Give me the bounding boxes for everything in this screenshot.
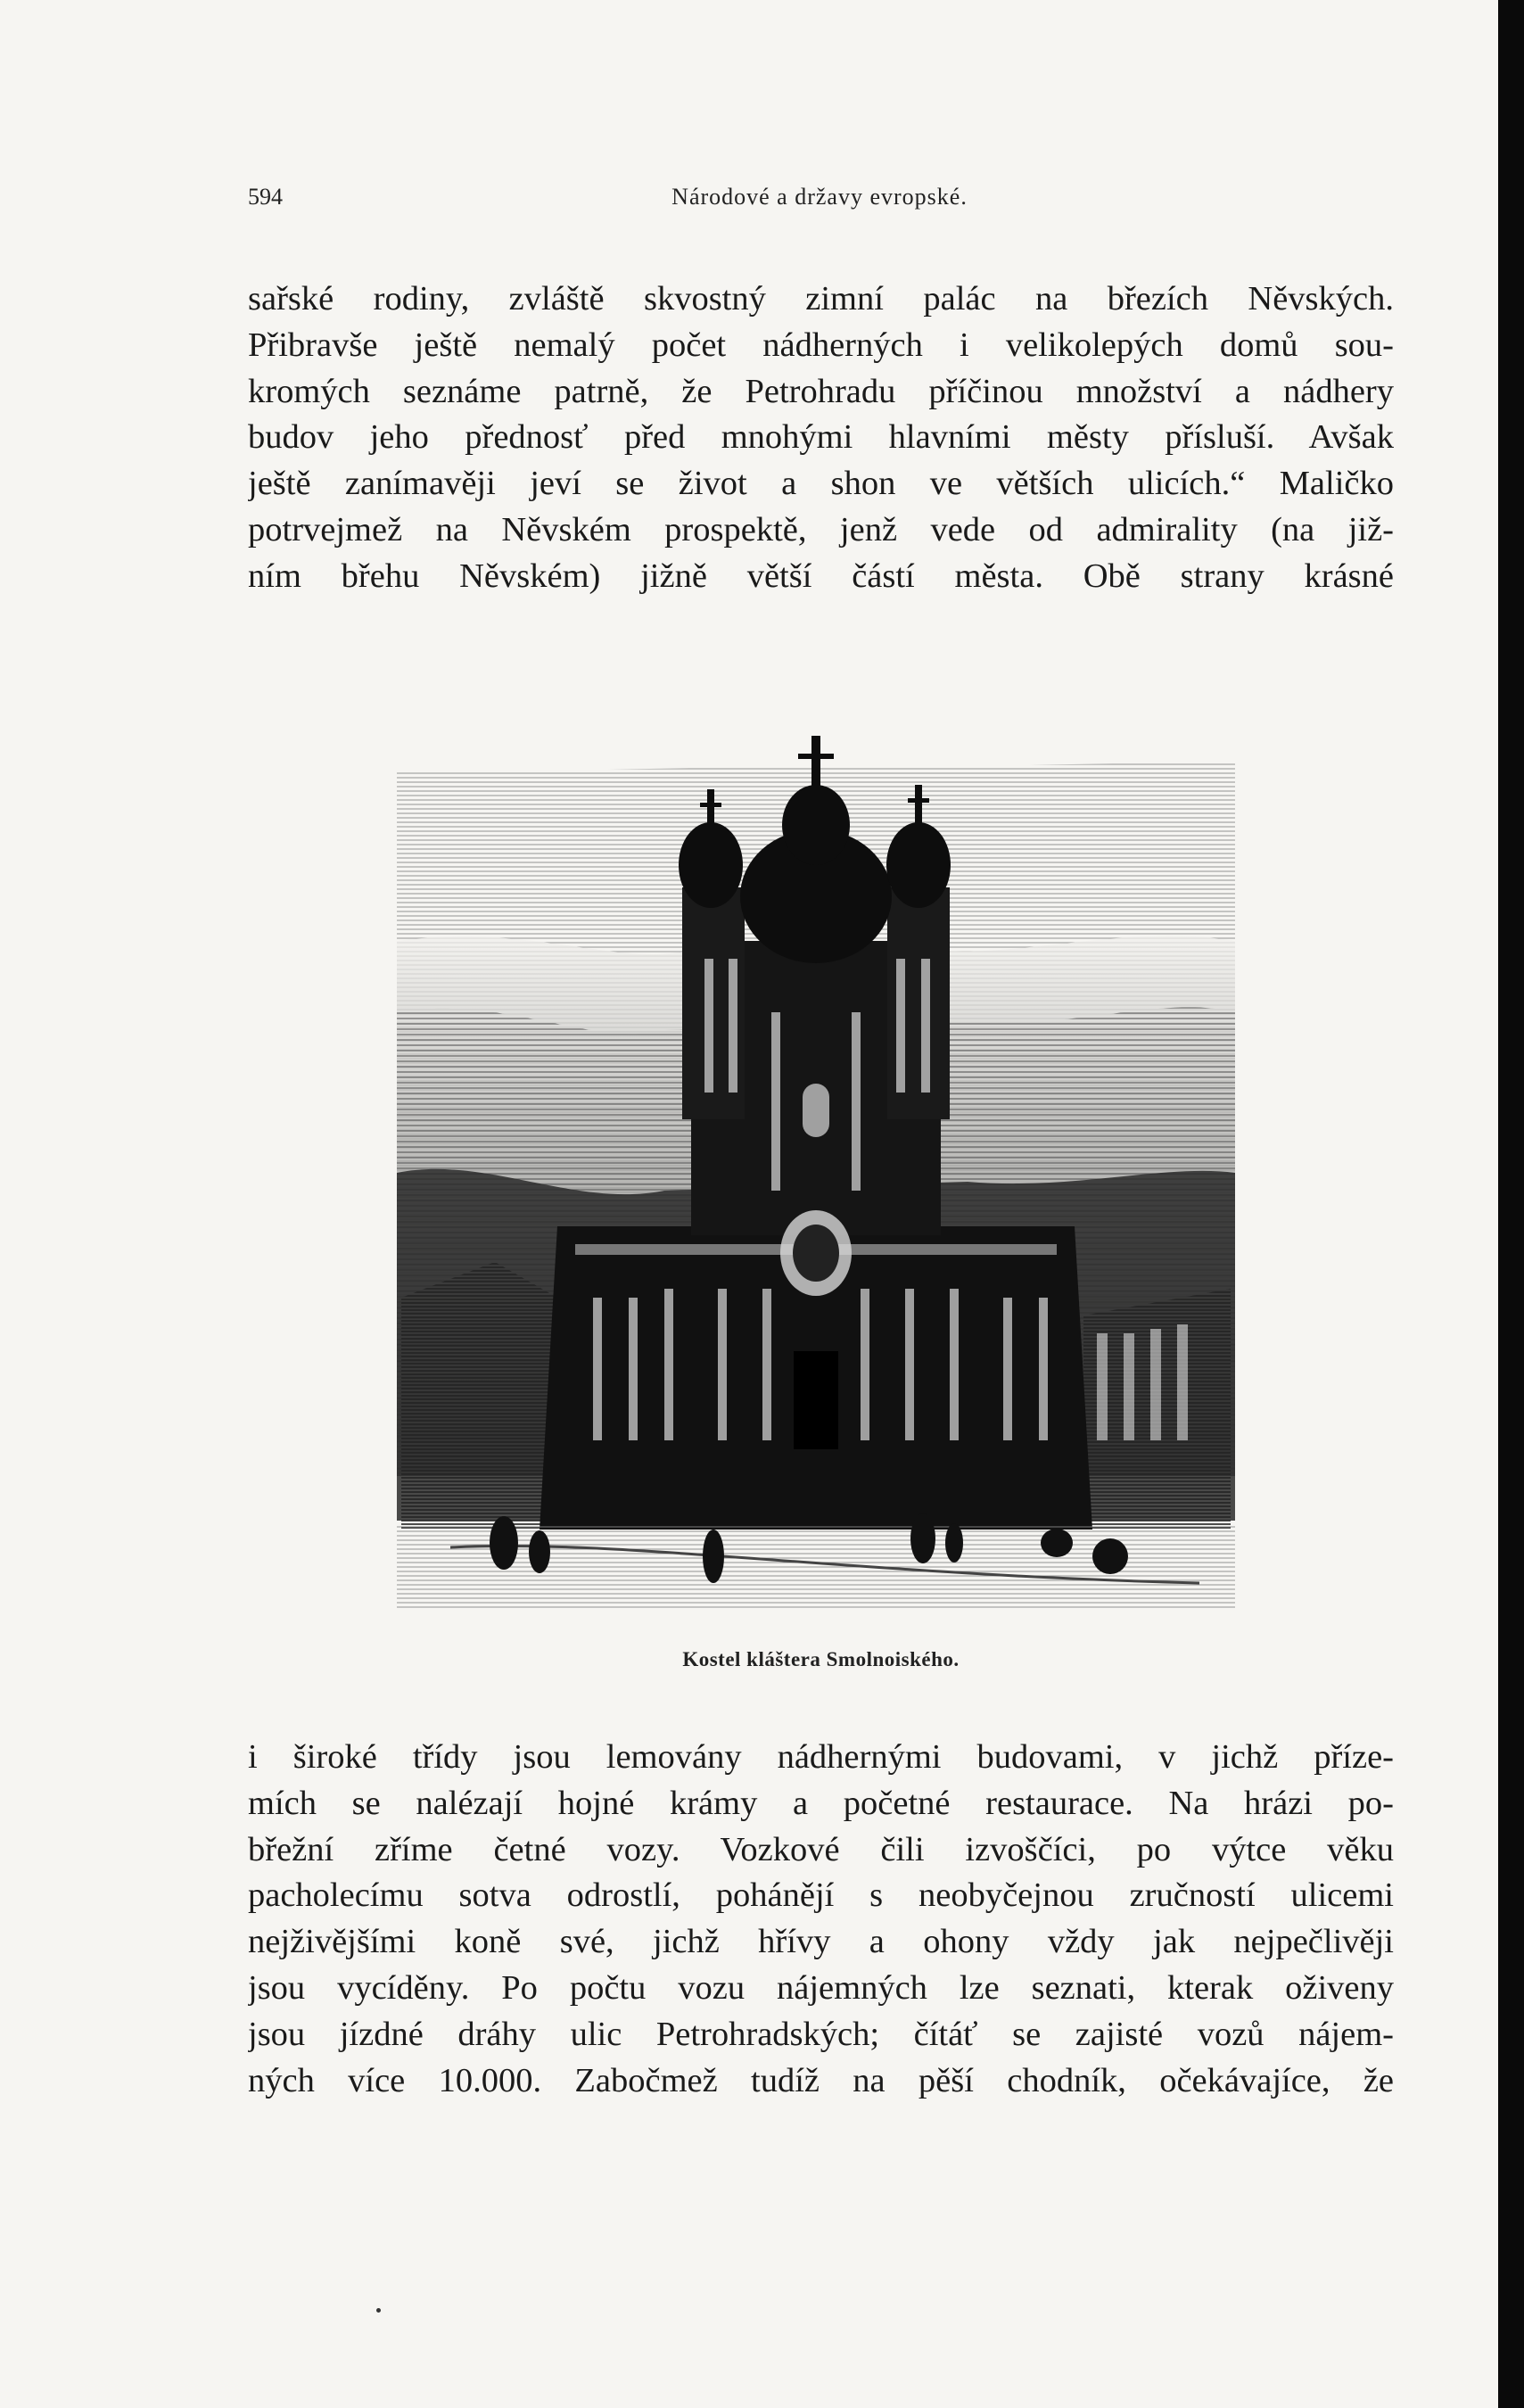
text-line: ním břehu Něvském) jižně větší částí města. Obě strany krásné: [248, 557, 1394, 595]
text-line: i široké třídy jsou lemovány nádhernými budovami, v jichž příze-: [248, 1738, 1394, 1776]
ink-speck: [376, 2308, 381, 2313]
paragraph-top: [248, 276, 1394, 600]
church-engraving-illustration: [397, 673, 1235, 1619]
text-line: jsou jízdné dráhy ulic Petrohradských; čítáť se zajisté vozů nájem-: [248, 2015, 1394, 2053]
paragraph-bottom: [248, 1735, 1394, 2104]
text-line: ných více 10.000. Zabočmež tudíž na pěší chodník, očekávajíce, že: [248, 2061, 1394, 2099]
text-line: Přibravše ještě nemalý počet nádherných i velikolepých domů sou-: [248, 326, 1394, 364]
running-head: [248, 184, 1391, 219]
text-line: sařské rodiny, zvláště skvostný zimní palác na březích Něvských.: [248, 280, 1394, 317]
text-line: budov jeho přednosť před mnohými hlavními městy přísluší. Avšak: [248, 418, 1394, 457]
running-title: Národové a državy evropské.: [671, 184, 968, 210]
text-line: mích se nalézají hojné krámy a početné restaurace. Na hrázi po-: [248, 1784, 1394, 1822]
text-line: pacholecímu sotva odrostlí, pohánějí s neobyčejnou zručností ulicemi: [248, 1876, 1394, 1915]
page-number: 594: [248, 184, 283, 210]
text-line: ještě zanímavěji jeví se život a shon ve větších ulicích.“ Maličko: [248, 465, 1394, 503]
text-line: potrvejmež na Něvském prospektě, jenž vede od admirality (na již-: [248, 510, 1394, 548]
text-line: břežní zříme četné vozy. Vozkové čili izvoščíci, po výtce věku: [248, 1830, 1394, 1868]
scan-edge: [1498, 0, 1524, 2408]
text-line: kromých seznáme patrně, že Petrohradu příčinou množství a nádhery: [248, 372, 1394, 410]
text-line: nejživějšími koně své, jichž hřívy a ohony vždy jak nejpečlivěji: [248, 1923, 1394, 1961]
text-line: jsou vycíděny. Po počtu vozu nájemných lze seznati, kterak oživeny: [248, 1968, 1394, 2007]
figure-caption: Kostel kláštera Smolnoiského.: [682, 1648, 960, 1670]
